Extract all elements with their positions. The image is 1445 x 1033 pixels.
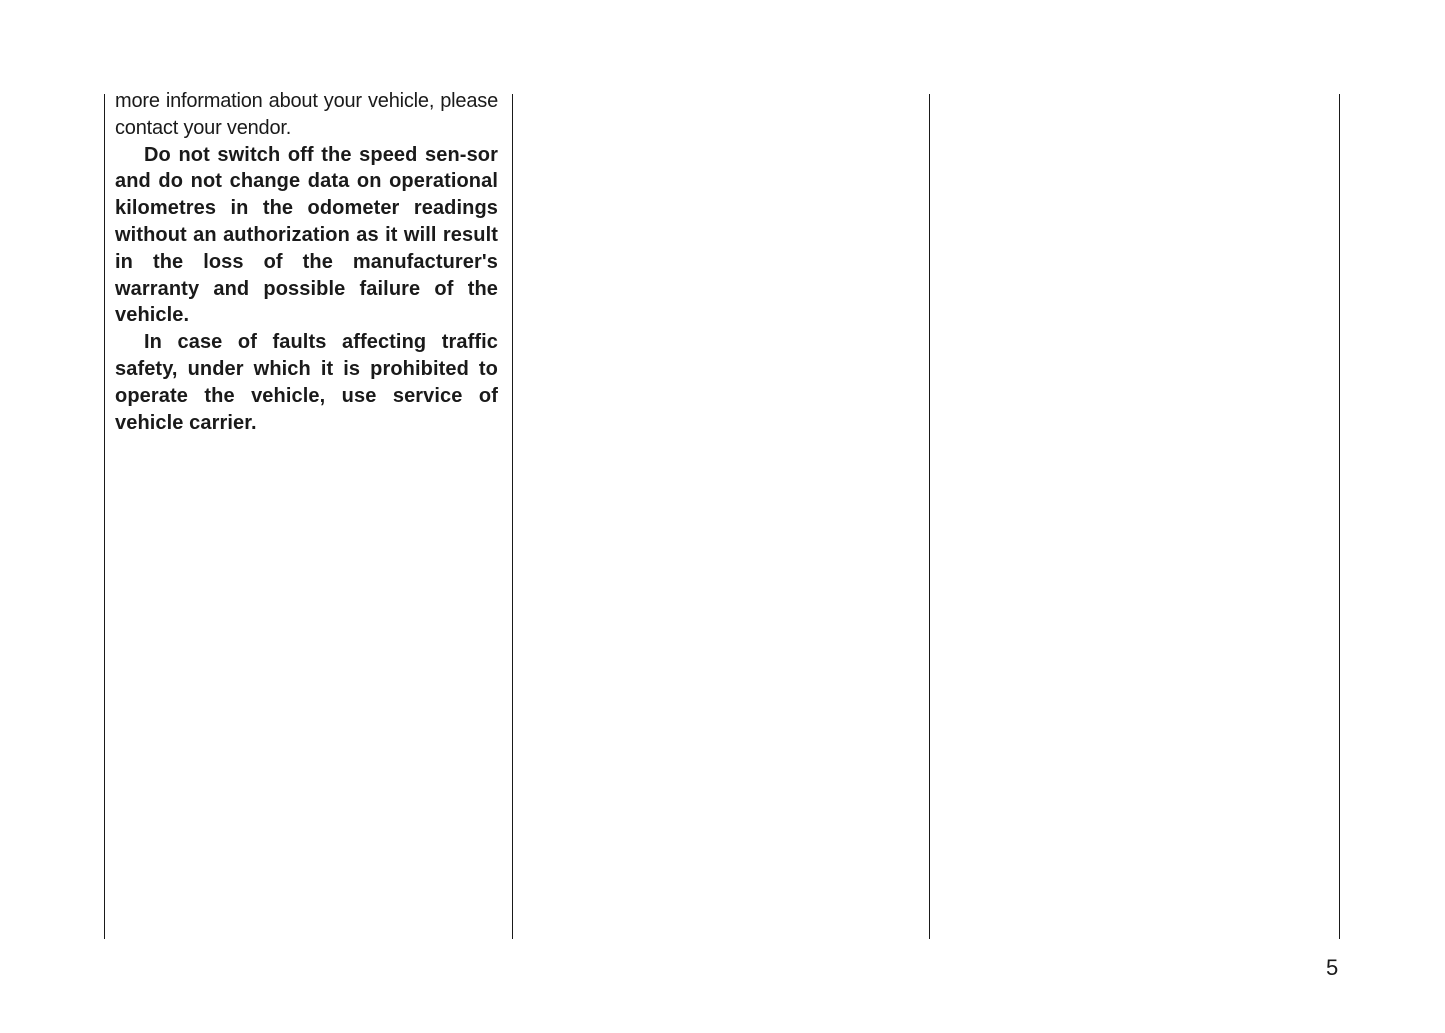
text-column — [115, 88, 498, 436]
traffic-safety-warning: In case of faults affecting traffic safety, under which it is prohibited to operate the vehicle, use service of vehicle carrier. — [115, 331, 498, 434]
intro-paragraph: more information about your vehicle, please contact your vendor. — [115, 90, 498, 139]
speed-sensor-warning: Do not switch off the speed sen-sor and do not change data on operational kilometres in the odometer readings without an authorization as it will result in the loss of the manufacturer's warranty and possible failure of the vehicle. — [115, 143, 498, 327]
page-number: 5 — [1326, 955, 1339, 980]
column-divider-left — [104, 94, 105, 939]
column-divider-center-right — [929, 94, 930, 939]
column-divider-right — [1339, 94, 1340, 939]
column-divider-center-left — [512, 94, 513, 939]
